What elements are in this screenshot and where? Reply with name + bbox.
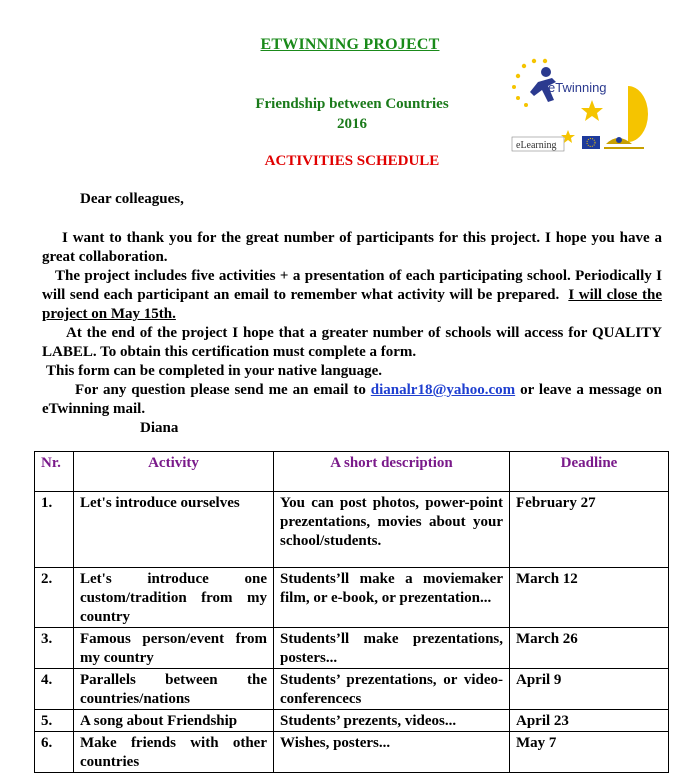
schedule-heading: ACTIVITIES SCHEDULE — [264, 153, 440, 169]
letter-paragraph — [42, 267, 662, 324]
eu-flag-icon — [582, 136, 600, 149]
activity-cell: Parallels between the countries/nations — [74, 669, 274, 710]
description-cell: You can post photos, power-point prezentations, movies about your school/students. — [274, 492, 510, 568]
activity-cell: Let's introduce one custom/tradition from my country — [74, 568, 274, 628]
project-subtitle: Friendship between Countries — [255, 96, 449, 112]
letter-text: For any question please send me an email to — [75, 382, 366, 398]
row-number: 2. — [35, 568, 74, 628]
description-cell: Wishes, posters... — [274, 732, 510, 773]
education-culture-icon — [604, 137, 644, 149]
table-row — [35, 710, 669, 732]
column-header-activity: Activity — [74, 452, 274, 492]
table-row — [35, 628, 669, 669]
deadline-cell: April 23 — [510, 710, 669, 732]
closing-date-note: I will close the project on May 15th. — [42, 287, 662, 322]
deadline-cell: March 26 — [510, 628, 669, 669]
column-header-nr: Nr. — [35, 452, 74, 492]
activity-cell: Let's introduce ourselves — [74, 492, 274, 568]
email-link[interactable]: dianalr18@yahoo.com — [370, 382, 516, 398]
deadline-cell: May 7 — [510, 732, 669, 773]
deadline-cell: April 9 — [510, 669, 669, 710]
activity-cell: Famous person/event from my country — [74, 628, 274, 669]
letter-paragraph: I want to thank you for the great number of participants for this project. I hope you have a great collaboration. — [42, 230, 662, 265]
table-row — [35, 492, 669, 568]
activity-cell: Make friends with other countries — [74, 732, 274, 773]
greeting: Dear colleagues, — [80, 191, 184, 207]
logo-star-icon — [581, 100, 603, 121]
letter-text: or leave a message on eTwinning mail. — [42, 382, 663, 417]
logo-elearning-text: eLearning — [516, 140, 557, 151]
etwinning-logo — [508, 52, 658, 160]
description-cell: Students’ prezents, videos... — [274, 710, 510, 732]
description-cell: Students’ll make a moviemaker film, or e-book, or prezentation... — [274, 568, 510, 628]
letter-text: The project includes five activities + a presentation of each participating school. Periodically I will send each participant an email to remember what activity will be prepared. — [42, 268, 662, 303]
letter-paragraph: This form can be completed in your native language. — [46, 363, 382, 379]
description-cell: Students’ prezentations, or video-conferencecs — [274, 669, 510, 710]
letter-body — [42, 229, 662, 419]
deadline-cell: March 12 — [510, 568, 669, 628]
logo-brand-text: eTwinning — [548, 80, 607, 95]
letter-paragraph — [42, 381, 662, 419]
table-row — [35, 732, 669, 773]
row-number: 6. — [35, 732, 74, 773]
activity-cell: A song about Friendship — [74, 710, 274, 732]
row-number: 3. — [35, 628, 74, 669]
column-header-description: A short description — [274, 452, 510, 492]
row-number: 1. — [35, 492, 74, 568]
page-title: ETWINNING PROJECT — [260, 36, 440, 53]
table-row — [35, 568, 669, 628]
column-header-deadline: Deadline — [510, 452, 669, 492]
row-number: 5. — [35, 710, 74, 732]
table-header-row — [35, 452, 669, 492]
activities-table — [34, 451, 669, 773]
letter-paragraph: At the end of the project I hope that a greater number of schools will access for QUALITY LABEL. To obtain this certification must complete a form. — [42, 325, 662, 360]
logo-sun-shape — [628, 86, 648, 142]
description-cell: Students’ll make prezentations, posters... — [274, 628, 510, 669]
row-number: 4. — [35, 669, 74, 710]
table-row — [35, 669, 669, 710]
signature: Diana — [140, 420, 179, 436]
deadline-cell: February 27 — [510, 492, 669, 568]
project-year: 2016 — [337, 116, 367, 132]
